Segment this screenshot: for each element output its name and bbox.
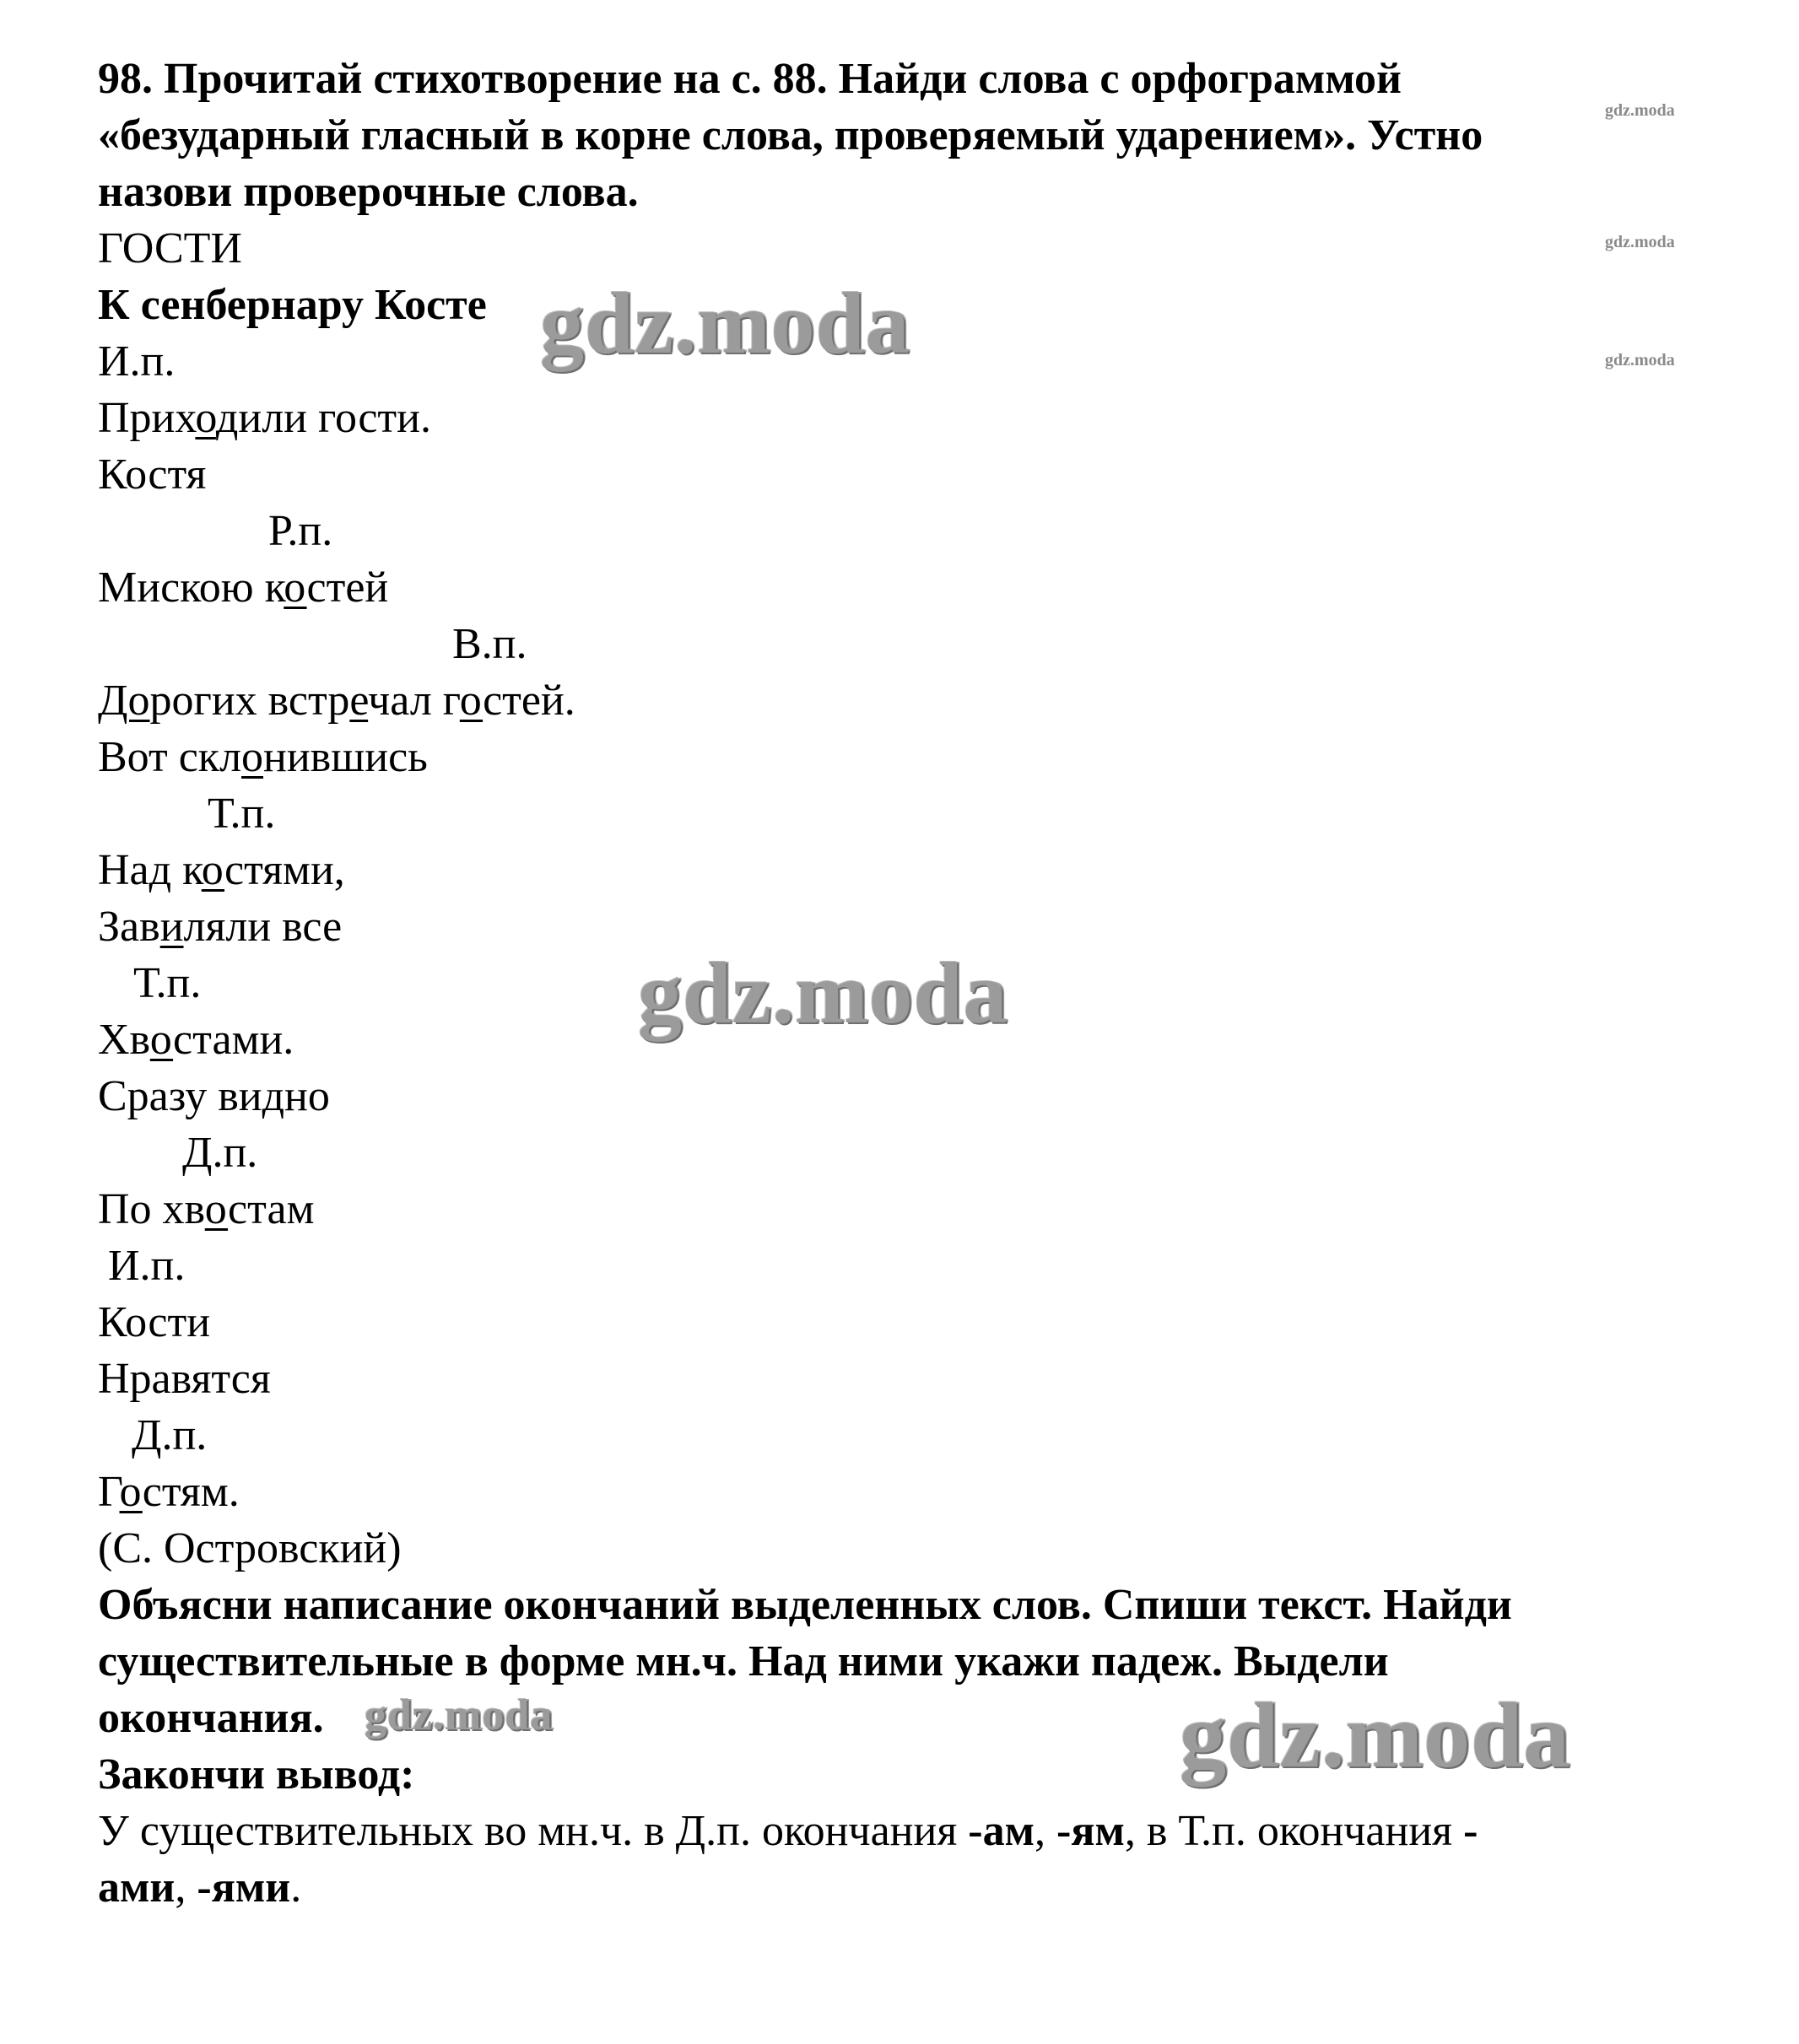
text-part: рогих встр — [149, 677, 350, 725]
text-part: У существительных во мн.ч. в Д.п. окончания — [98, 1807, 969, 1855]
poem-author: (С. Островский) — [98, 1524, 402, 1572]
task2-line-2: существительные в форме мн.ч. Над ними укажи падеж. Выдели — [98, 1637, 1389, 1685]
text-part: , — [1035, 1807, 1056, 1855]
underlined-vowel: о — [204, 1185, 229, 1233]
underlined-vowel: о — [241, 733, 264, 781]
text-part: стями, — [224, 846, 345, 894]
task-line-1: 98. Прочитай стихотворение на с. 88. Найди слова с орфограммой — [98, 55, 1402, 103]
text-part: Прих — [98, 394, 196, 442]
text-part: стей — [306, 564, 389, 612]
text-part: Мискою к — [98, 564, 284, 612]
conclusion-heading: Закончи вывод: — [98, 1750, 415, 1799]
poem-dedication: К сенбернару Косте — [98, 281, 487, 329]
underlined-vowel: До — [98, 677, 150, 725]
text-part: ляли все — [183, 903, 343, 951]
text-part: дили гости. — [215, 394, 431, 442]
case-label: Д.п. — [132, 1411, 208, 1459]
case-label: Т.п. — [208, 790, 276, 838]
ending: -ам — [968, 1807, 1035, 1855]
watermark: gdz.moda — [1605, 351, 1675, 369]
underlined-vowel: е — [349, 677, 369, 725]
text-part: . — [290, 1863, 302, 1912]
underlined-vowel: о — [149, 1016, 174, 1064]
underlined-vowel: о — [284, 564, 307, 612]
watermark: gdz.moda — [365, 1691, 554, 1739]
poem-line — [98, 1011, 294, 1068]
text-part: чал г — [368, 677, 460, 725]
ending: ами — [98, 1863, 176, 1912]
text-part: стам — [228, 1185, 315, 1233]
ending: - — [1463, 1807, 1478, 1855]
task-line-2: «безударный гласный в корне слова, проверяемый ударением». Устно — [98, 111, 1483, 159]
poem-line — [98, 898, 342, 955]
text-part: Вот скл — [98, 733, 242, 781]
poem-line — [98, 1464, 240, 1520]
underlined-vowel: о — [459, 677, 484, 725]
text-part: стей. — [483, 677, 575, 725]
conclusion-line-1 — [98, 1803, 1478, 1859]
case-label: В.п. — [452, 620, 527, 668]
text-part: , в Т.п. окончания — [1124, 1807, 1464, 1855]
text-part: Над к — [98, 846, 202, 894]
watermark: gdz.moda — [638, 945, 1008, 1042]
poem-line — [98, 842, 345, 898]
poem-line — [98, 672, 575, 729]
poem-line: Нравятся — [98, 1355, 271, 1403]
poem-title: ГОСТИ — [98, 224, 242, 272]
underlined-vowel: о — [201, 846, 225, 894]
case-label: Р.п. — [268, 507, 333, 555]
case-label: И.п. — [98, 337, 176, 386]
poem-line — [98, 559, 388, 616]
poem-line: Кости — [98, 1298, 211, 1346]
poem-line — [98, 1181, 314, 1238]
ending: -ями — [197, 1863, 291, 1912]
poem-line: Костя — [98, 450, 207, 499]
task-line-3: назови проверочные слова. — [98, 168, 639, 216]
underlined-vowel: и — [159, 903, 184, 951]
poem-line: Сразу видно — [98, 1072, 330, 1120]
text-part: нившись — [263, 733, 428, 781]
text-part: стами. — [173, 1016, 294, 1064]
watermark: gdz.moda — [1605, 233, 1675, 251]
text-part: Г — [98, 1468, 120, 1516]
underlined-vowel: о — [119, 1468, 143, 1516]
watermark: gdz.moda — [1180, 1684, 1571, 1787]
conclusion-line-2 — [98, 1859, 301, 1916]
text-part: Хв — [98, 1016, 150, 1064]
text-part: По хв — [98, 1185, 205, 1233]
poem-line — [98, 729, 428, 785]
task2-line-3: окончания. — [98, 1694, 324, 1742]
text-part: , — [175, 1863, 197, 1912]
text-part: стям. — [142, 1468, 240, 1516]
watermark: gdz.moda — [1605, 101, 1675, 120]
watermark: gdz.moda — [540, 275, 910, 372]
ending: -ям — [1056, 1807, 1125, 1855]
case-label: Т.п. — [133, 959, 202, 1007]
underlined-vowel: о — [195, 394, 216, 442]
poem-line — [98, 390, 431, 446]
task2-line-1: Объясни написание окончаний выделенных слов. Спиши текст. Найди — [98, 1581, 1512, 1629]
text-part: Зав — [98, 903, 160, 951]
case-label: И.п. — [108, 1242, 186, 1290]
case-label: Д.п. — [182, 1129, 258, 1177]
